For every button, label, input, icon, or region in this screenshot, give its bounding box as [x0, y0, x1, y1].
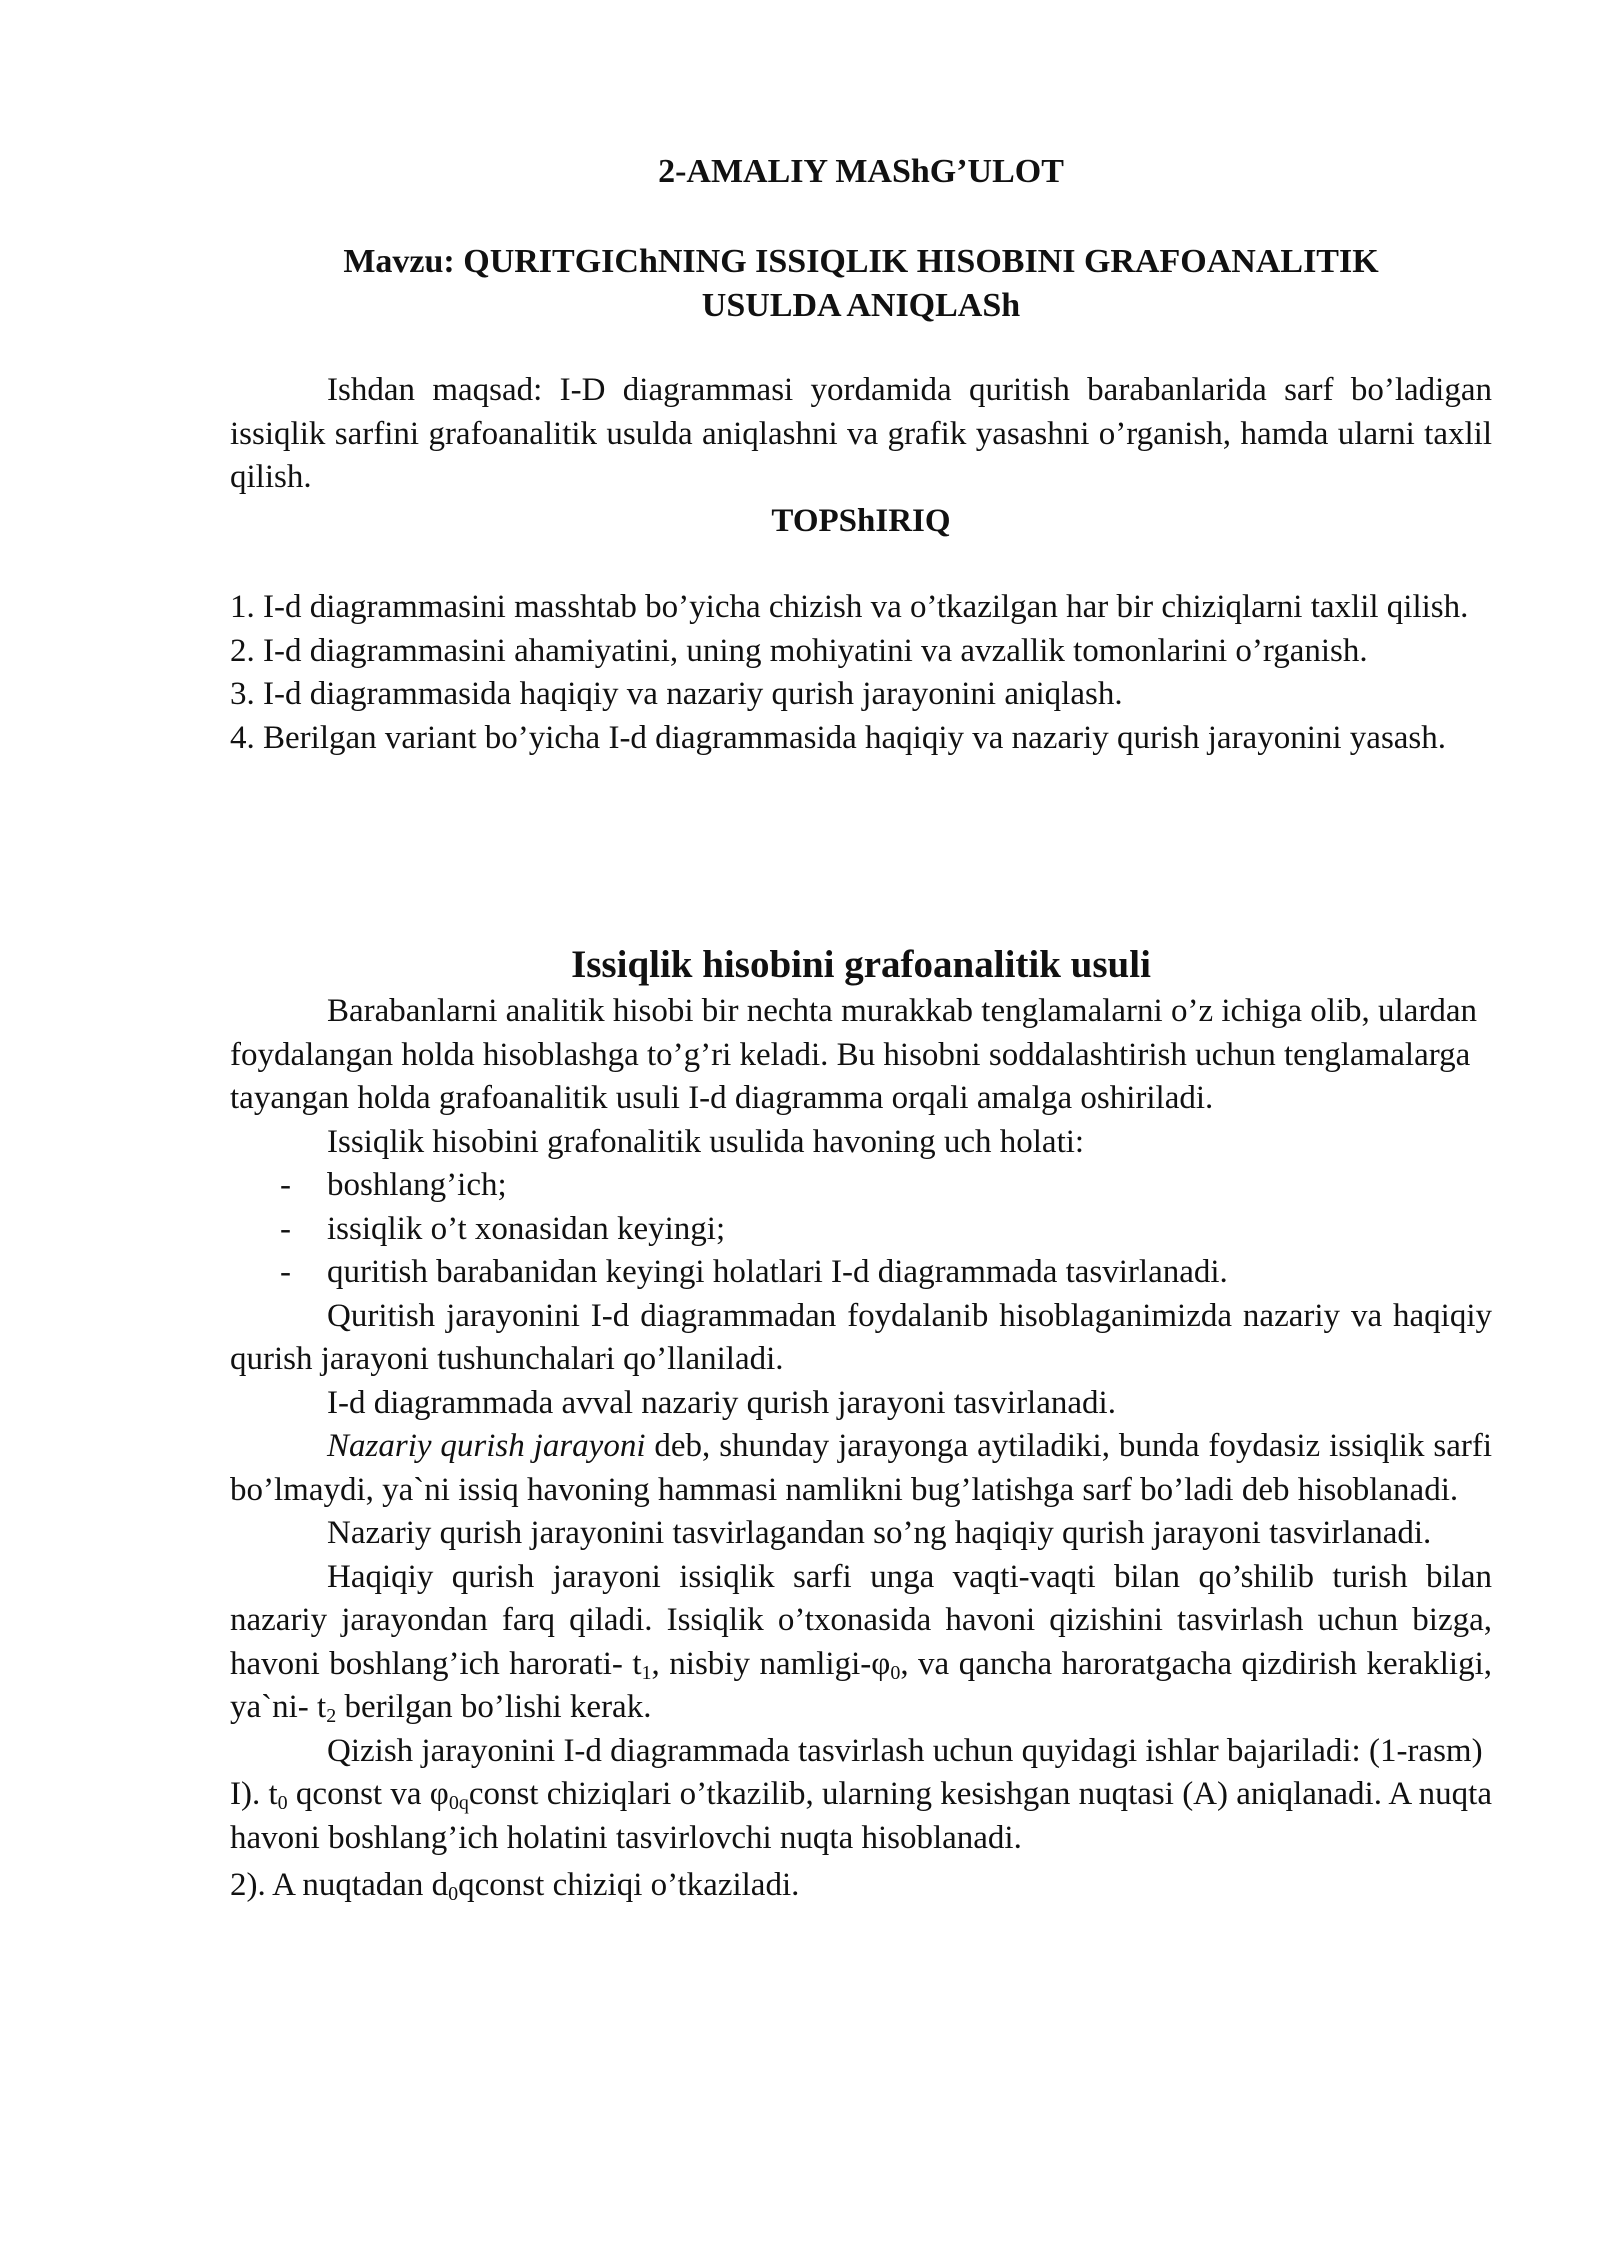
list-item — [230, 1164, 1492, 1208]
document-topic — [230, 240, 1492, 328]
paragraph-4: I-d diagrammada avval nazariy qurish jarayoni tasvirlanadi. — [327, 1384, 1116, 1421]
purpose-paragraph: Ishdan maqsad: I-D diagrammasi yordamida quritish barabanlarida sarf bo’ladigan issiqlik sarfini grafoanalitik usulda aniqlashni va grafik yasashni o’rganish, hamda ularni taxlil qilish. — [230, 372, 1492, 495]
task-item-2: 2. I-d diagrammasini ahamiyatini, uning mohiyatini va avzallik tomonlarini o’rganish. — [230, 632, 1368, 669]
paragraph-7-a: Haqiqiy qurish jarayoni issiqlik sarfi unga vaqti-vaqti bilan qo’shilib turish bilan nazariy jarayondan farq qiladi. Issiqlik o’txonasida havoni qizishini tasvirlash uchun bizga, havoni boshlang’ich harorati- t — [230, 1558, 1492, 1682]
paragraph-8: Qizish jarayonini I-d diagrammada tasvirlash uchun quyidagi ishlar bajariladi: (1-rasm) — [327, 1732, 1483, 1769]
paragraph-6: Nazariy qurish jarayonini tasvirlagandan so’ng haqiqiy qurish jarayoni tasvirlanadi. — [327, 1515, 1432, 1551]
subscript-phi0: 0 — [890, 1661, 901, 1684]
list-item — [230, 1208, 1492, 1252]
paragraph-7 — [230, 1556, 1492, 1730]
subscript-t1: 1 — [641, 1661, 652, 1684]
paragraph-1: Barabanlarni analitik hisobi bir nechta murakkab tenglamalarni o’z ichiga olib, ulardan foydalangan holda hisoblashga to’g’ri keladi. Bu hisobni soddalashtirish uchun tenglamalarga tayangan holda grafoanalitik usuli I-d diagramma orqali amalga oshiriladi. — [230, 993, 1478, 1116]
topic-line-2: USULDA ANIQLASh — [701, 287, 1021, 324]
step-2-a: 2). A nuqtadan d — [230, 1867, 449, 1903]
purpose-block — [230, 369, 1492, 543]
section-body — [230, 940, 1492, 1908]
document-title: 2-AMALIY MAShG’ULOT — [658, 153, 1064, 190]
subscript-t2: 2 — [326, 1705, 337, 1727]
step-2-b: qconst chiziqi o’tkaziladi. — [458, 1867, 800, 1903]
paragraph-5-rest: deb, shunday jarayonga aytiladiki, bunda foydasiz issiqlik sarfi bo’lmaydi, ya`ni issiq havoning hammasi namlikni bug’latishga sarf bo’ladi deb hisoblanadi. — [230, 1428, 1492, 1508]
paragraph-3: Quritish jarayonini I-d diagrammadan foydalanib hisoblaganimizda nazariy va haqiqiy qurish jarayoni tushunchalari qo’llaniladi. — [230, 1297, 1492, 1377]
paragraph-7-d: berilgan bo’lishi kerak. — [336, 1689, 652, 1725]
step-1-c: const chiziqlari o’tkazilib, ularning kesishgan nuqtasi (A) aniqlanadi. A nuqta havoni boshlang’ich holatini tasvirlovchi nuqta hisoblanadi. — [230, 1776, 1492, 1856]
task-item-3: 3. I-d diagrammasida haqiqiy va nazariy qurish jarayonini aniqlash. — [230, 676, 1123, 712]
task-item-1: 1. I-d diagrammasini masshtab bo’yicha chizish va o’tkazilgan har bir chiziqlarni taxlil qilish. — [230, 589, 1469, 625]
list-item-text: issiqlik o’t xonasidan keyingi; — [327, 1210, 726, 1247]
paragraph-5-italic: Nazariy qurish jarayoni — [327, 1428, 646, 1464]
topic-line-1: Mavzu: QURITGIChNING ISSIQLIK HISOBINI GRAFOANALITIK — [343, 243, 1379, 280]
list-item-text: quritish barabanidan keyingi holatlari I-d diagrammada tasvirlanadi. — [327, 1254, 1228, 1290]
list-dash: - — [280, 1210, 291, 1247]
paragraph-7-c: , va qancha haroratgacha qizdirish kerakligi, ya`ni- t — [230, 1645, 1493, 1725]
paragraph-5 — [230, 1425, 1492, 1512]
task-item-4: 4. Berilgan variant bo’yicha I-d diagrammasida haqiqiy va nazariy qurish jarayonini yasash. — [230, 719, 1447, 756]
list-item — [230, 1251, 1492, 1295]
list-dash: - — [280, 1167, 291, 1203]
holat-list — [230, 1164, 1492, 1295]
step-1-a: I). t — [230, 1776, 278, 1812]
list-dash: - — [280, 1254, 291, 1290]
task-heading: TOPShIRIQ — [771, 502, 951, 539]
subscript-phi0q: 0q — [448, 1792, 469, 1814]
subscript-t0: 0 — [277, 1792, 288, 1814]
section-heading: Issiqlik hisobini grafoanalitik usuli — [571, 943, 1151, 986]
step-1-b: qconst va φ — [287, 1776, 449, 1812]
task-list — [230, 586, 1492, 760]
step-2 — [230, 1864, 1492, 1908]
step-1 — [230, 1773, 1492, 1860]
paragraph-7-b: , nisbiy namligi-φ — [651, 1645, 891, 1682]
paragraph-2: Issiqlik hisobini grafonalitik usulida havoning uch holati: — [327, 1123, 1085, 1160]
list-item-text: boshlang’ich; — [327, 1167, 507, 1203]
subscript-d0: 0 — [448, 1883, 459, 1905]
